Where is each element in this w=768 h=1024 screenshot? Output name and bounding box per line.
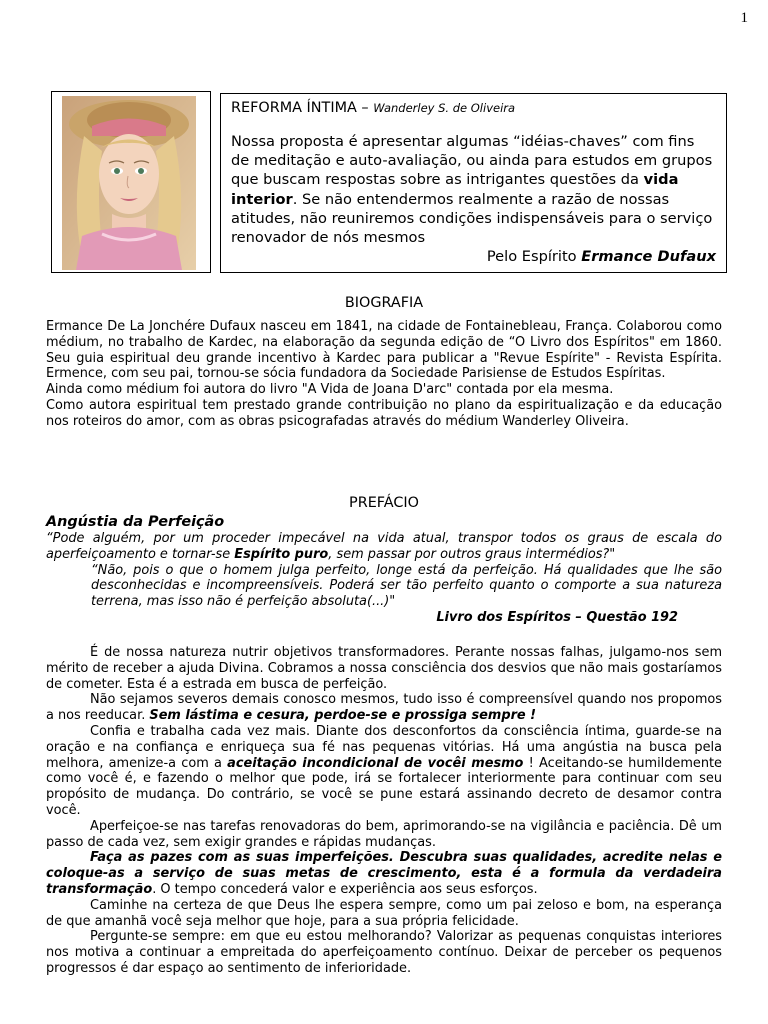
preface-paragraph — [46, 724, 722, 819]
paragraph-text: Não sejamos severos demais conosco mesmos, tudo isso é compreensível quando nos propomos a nos reeducar. — [46, 692, 722, 724]
quote-question-part2: , sem passar por outros graus intermédios?" — [328, 546, 616, 562]
portrait-illustration — [62, 96, 196, 270]
intro-box — [220, 93, 727, 273]
biography-paragraph: Ainda como médium foi autora do livro "A Vida de Joana D'arc" contada por ela mesma. — [46, 382, 614, 398]
intro-signature-name: Ermance Dufaux — [581, 248, 716, 266]
intro-text — [231, 132, 716, 247]
paragraph-emphasis: Sem lástima e cesura, perdoe-se e prossiga sempre ! — [149, 708, 537, 724]
paragraph-emphasis: aceitação incondicional de vocêi mesmo — [227, 755, 524, 771]
preface-paragraph: Aperfeiçoe-se nas tarefas renovadoras do bem, aprimorando-se na vigilância e paciência. Dê um passo de cada vez, sem exigir grandes e rápidas mudanças. — [46, 818, 722, 850]
preface-paragraph: Caminhe na certeza de que Deus lhe espera sempre, como um pai zeloso e bom, na esperança de que amanhã você seja melhor que hoje, para a sua própria felicidade. — [46, 897, 722, 929]
preface-paragraph — [46, 692, 722, 724]
intro-signature-prefix: Pelo Espírito — [486, 248, 582, 266]
quote-question-part1: “Pode alguém, por um proceder impecável na vida atual, transpor todos os graus de escala do aperfeiçoamento e tornar-se — [46, 531, 722, 562]
preface-paragraph: Pergunte-se sempre: em que eu estou melhorando? Valorizar as pequenas conquistas interiores nos motiva a continuar a empreitada do aperfeiçoamento contínuo. Deixar de perceber os pequenos progressos é dar espaço ao sentimento de inferioridade. — [46, 929, 722, 976]
intro-author: Wanderley S. de Oliveira — [373, 101, 516, 115]
preface-paragraph: É de nossa natureza nutrir objetivos transformadores. Perante nossas falhas, julgamo-nos sem mérito de receber a ajuda Divina. Cobramos a nossa consciência dos desvios que não mais gostaríamos de cometer. Esta é a estrada em busca de perfeição. — [46, 644, 722, 692]
intro-title-text: REFORMA ÍNTIMA — [231, 100, 357, 116]
intro-text-bold: vida interior — [231, 171, 679, 208]
intro-title — [231, 98, 716, 118]
preface-subtitle: Angústia da Perfeição — [46, 514, 225, 530]
paragraph-emphasis: Faça as pazes com as suas imperfeições. Descubra suas qualidades, acredite nelas e coloque-as a serviço de suas metas de crescimento, esta é a formula da verdadeira transformação — [46, 850, 722, 897]
intro-signature — [231, 247, 716, 266]
intro-title-dash: – — [356, 100, 374, 116]
preface-section — [46, 493, 722, 977]
preface-paragraph — [46, 850, 722, 897]
preface-quote-reference: Livro dos Espíritos – Questão 192 — [436, 609, 678, 625]
quote-question-bold: Espírito puro — [234, 546, 329, 562]
intro-text-part2: . Se não entendermos realmente a razão de nossas atitudes, não reuniremos condições indispensáveis para o serviço renovador de nós mesmos — [231, 190, 713, 247]
page-number: 1 — [740, 10, 748, 26]
paragraph-text: ! Aceitando-se humildemente como você é, e fazendo o melhor que pode, irá se fortalecer interiormente para continuar com seu propósito de mudança. Do contrário, se você se pune estará assinando decreto de desamor contra você. — [46, 755, 722, 818]
biography-heading: BIOGRAFIA — [344, 295, 424, 311]
preface-quote-question — [46, 531, 722, 563]
preface-quote-answer: “Não, pois o que o homem julga perfeito, longe está da perfeição. Há qualidades que lhe são desconhecidas e incompreensíveis. Poderá ser tão perfeito quanto o comporte a sua natureza terrena, mas isso não é perfeição absoluta(...)" — [91, 562, 722, 610]
intro-text-part1: Nossa proposta é apresentar algumas “idéias-chaves” com fins de meditação e auto-avaliação, ou ainda para estudos em grupos que buscam respostas sobre as intrigantes questões da — [231, 133, 713, 189]
preface-heading: PREFÁCIO — [349, 495, 419, 511]
paragraph-text: Confia e trabalha cada vez mais. Diante dos desconfortos da consciência íntima, guarde-se na oração e na confiança e enriqueça sua fé nas pequenas vitórias. Há uma angústia na busca pela melhora, amenize-a com a — [46, 723, 722, 771]
biography-paragraph: Como autora espiritual tem prestado grande contribuição no plano da espiritualização e da educação nos roteiros do amor, com as obras psicografadas através do médium Wanderley Oliveira. — [46, 397, 722, 429]
biography-paragraph: Ermance De La Jonchére Dufaux nasceu em 1841, na cidade de Fontainebleau, França. Colaborou como médium, no trabalho de Kardec, na elaboração da segunda edição de “O Livro dos Espíritos" em 1860. Seu guia espiritual deu grande incentivo à Kardec para publicar a "Revue Espírite" - Revista Espírita. Ermence, com seu pai, tornou-se sócia fundadora da Sociedade Parisiense de Estudos Espíritas. — [46, 319, 722, 382]
portrait-frame — [51, 91, 211, 273]
paragraph-text: . O tempo concederá valor e experiência aos seus esforços. — [152, 881, 538, 897]
biography-section — [46, 293, 722, 430]
